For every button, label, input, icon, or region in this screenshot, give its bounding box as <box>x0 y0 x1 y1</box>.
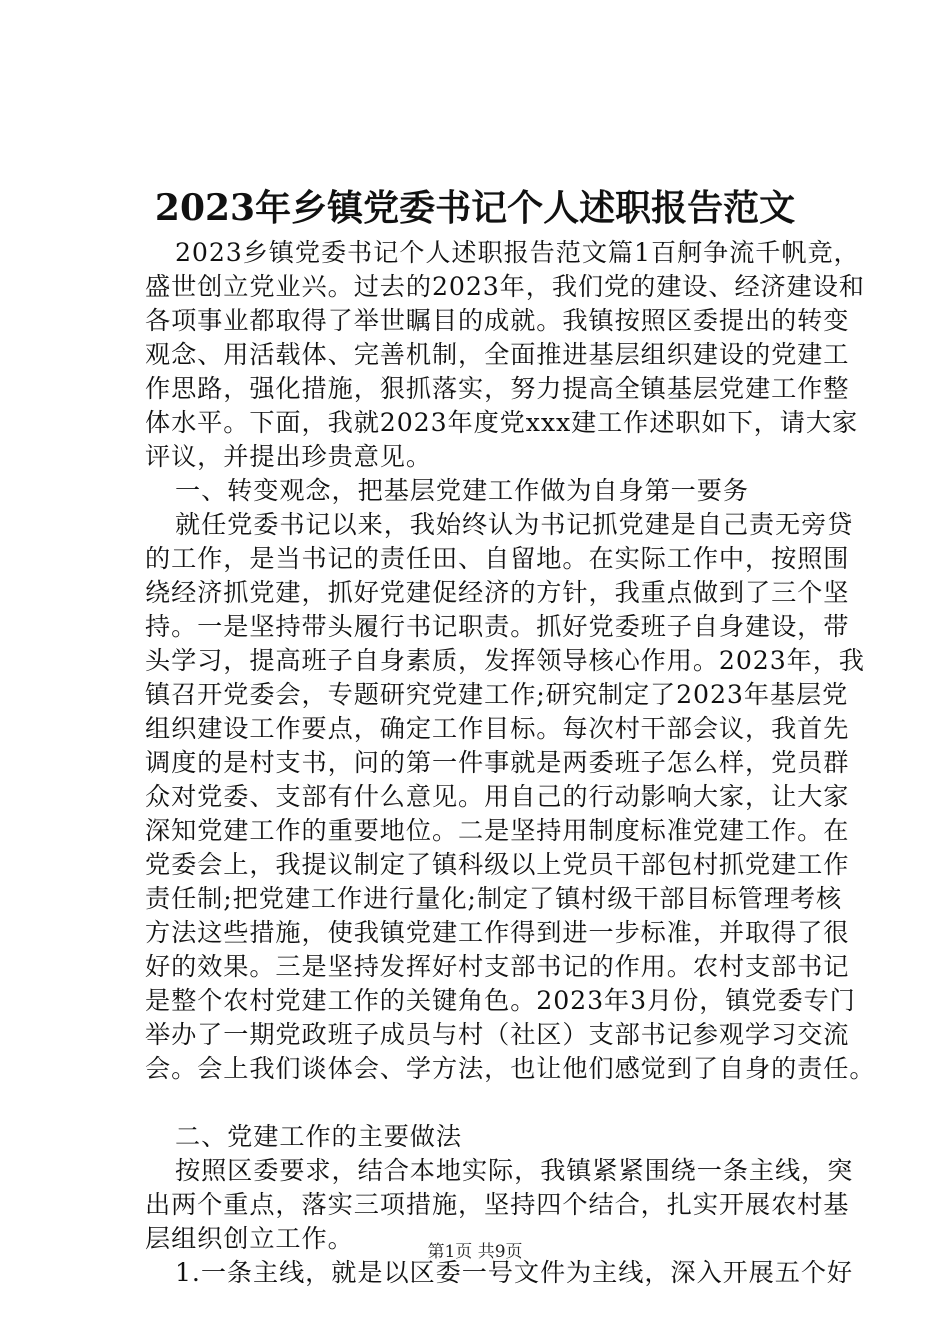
text-line: 出两个重点，落实三项措施，坚持四个结合，扎实开展农村基 <box>145 1190 850 1219</box>
text-line: 深知党建工作的重要地位。二是坚持用制度标准党建工作。在 <box>145 816 850 845</box>
page-footer: 第1页 共9页 <box>427 1242 523 1262</box>
text-line: 二、党建工作的主要做法 <box>175 1122 462 1151</box>
text-line: 责任制;把党建工作进行量化;制定了镇村级干部目标管理考核 <box>145 884 843 913</box>
text-line: 是整个农村党建工作的关键角色。2023年3月份，镇党委专门 <box>145 986 856 1015</box>
text-line: 观念、用活载体、完善机制，全面推进基层组织建设的党建工 <box>145 340 850 369</box>
blank-line <box>145 1086 835 1120</box>
text-line: 调度的是村支书，问的第一件事就是两委班子怎么样，党员群 <box>145 748 850 777</box>
document-body <box>145 236 876 1290</box>
text-line: 2023乡镇党委书记个人述职报告范文篇1百舸争流千帆竞， <box>175 238 860 267</box>
text-line: 方法这些措施，使我镇党建工作得到进一步标准，并取得了很 <box>145 918 850 947</box>
text-line: 就任党委书记以来，我始终认为书记抓党建是自己责无旁贷 <box>175 510 854 539</box>
text-line: 层组织创立工作。 <box>145 1224 354 1253</box>
text-line: 举办了一期党政班子成员与村（社区）支部书记参观学习交流 <box>145 1020 850 1049</box>
text-line: 作思路，强化措施，狠抓落实，努力提高全镇基层党建工作整 <box>145 374 850 403</box>
text-line: 组织建设工作要点，确定工作目标。每次村干部会议，我首先 <box>145 714 850 743</box>
text-line: 按照区委要求，结合本地实际，我镇紧紧围绕一条主线，突 <box>175 1156 854 1185</box>
text-line: 持。一是坚持带头履行书记职责。抓好党委班子自身建设，带 <box>145 612 850 641</box>
document-title: 2023年乡镇党委书记个人述职报告范文 <box>154 187 796 229</box>
text-line: 盛世创立党业兴。过去的2023年，我们党的建设、经济建设和 <box>145 272 865 301</box>
text-line: 党委会上，我提议制定了镇科级以上党员干部包村抓党建工作 <box>145 850 850 879</box>
text-line: 会。会上我们谈体会、学方法，也让他们感觉到了自身的责任。 <box>145 1054 876 1083</box>
text-line: 一、转变观念，把基层党建工作做为自身第一要务 <box>175 476 749 505</box>
text-line: 评议，并提出珍贵意见。 <box>145 442 432 471</box>
text-line: 各项事业都取得了举世瞩目的成就。我镇按照区委提出的转变 <box>145 306 850 335</box>
text-line: 绕经济抓党建，抓好党建促经济的方针，我重点做到了三个坚 <box>145 578 850 607</box>
text-line: 体水平。下面，我就2023年度党xxx建工作述职如下，请大家 <box>145 408 859 437</box>
text-line: 头学习，提高班子自身素质，发挥领导核心作用。2023年，我 <box>145 646 865 675</box>
text-line: 镇召开党委会，专题研究党建工作;研究制定了2023年基层党 <box>145 680 849 709</box>
text-line: 好的效果。三是坚持发挥好村支部书记的作用。农村支部书记 <box>145 952 850 981</box>
text-line: 的工作，是当书记的责任田、自留地。在实际工作中，按照围 <box>145 544 850 573</box>
text-line: 1.一条主线，就是以区委一号文件为主线，深入开展五个好 <box>175 1258 854 1287</box>
text-line: 众对党委、支部有什么意见。用自己的行动影响大家，让大家 <box>145 782 850 811</box>
